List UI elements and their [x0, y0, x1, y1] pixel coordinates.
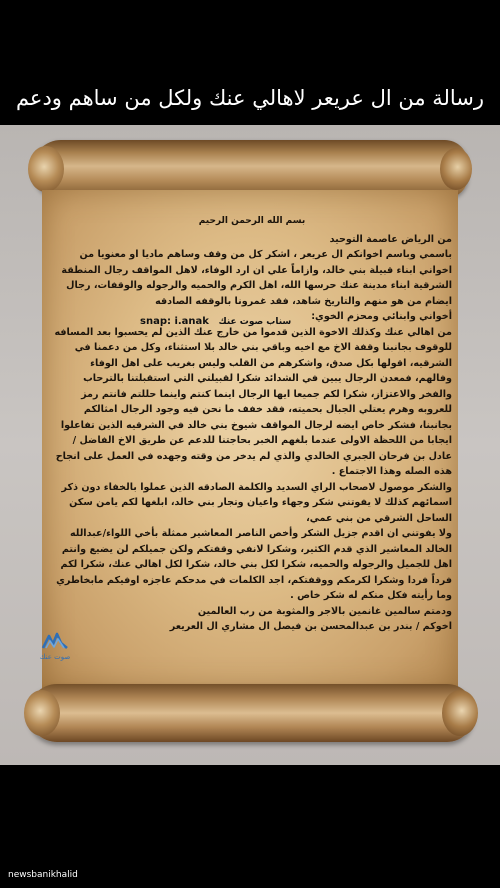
letter-paragraph: باسمي وباسم اخوانكم ال عريعر ، اشكر كل من وقف وساهم ماديا او معنويا من اخواني ابناء قبيلة بني خالد، وازاماً علي ان ارد الوفاء، لاهل المواقف رجال المنطقة الشرقية ابناء مدينة عنك حرسها الله، اهل الكرم والحميه والرجوله والوقفات، رجال ايضام من هو منهم والتاريخ شاهد، فقد غمرونا بالوقفه الصادقه: [61, 249, 452, 307]
basmala: بسم الله الرحمن الرحيم: [198, 216, 306, 226]
letter-paragraph: من الرياض عاصمة التوحيد: [329, 233, 452, 245]
letter-body: [52, 214, 452, 684]
scroll-bottom-roll: [28, 684, 474, 742]
footer-watermark: newsbanikhalid: [8, 870, 78, 880]
letter-paragraph: أخواني وابنائي ومحزم الخوي:: [311, 311, 452, 322]
letter-signature: اخوكم / بندر بن عبدالمحسن بن فيصل ال مشاري ال العريعر: [169, 621, 452, 632]
logo-text: صوت عنك: [40, 653, 70, 661]
letter-paragraph: من اهالي عنك وكذلك الاخوة الذين قدموا من خارج عنك الذين لم يحسبوا بعد المسافه للوقوف بجانبنا وقفة الاخ مع اخيه وباقي بني خالد بلا استثناء، وكل من دعمنا في الشرقيه، اقولها بكل صدق، واشكرهم من القلب وليس بغريب على اهل الوفاء وفالهم، فمعدن الرجال يبين في الشدائد شكرا لقبيلتي التي استقبلتنا بالترحاب والفخر والاعتزاز، شكرا لكم جميعا ايها الرجال اينما كنتم واينما حللتم فانتم رمز للعروبه وهرم يعتلي الجبال بحميته، فقد خفف ما نحن فيه وجود الرجال امثالكم بجانبنا، فشكر خاص ايضه لرجال المواقف شيوخ بني خالد في الشرقيه الذين تفاعلوا ايجابا من اللحظة الاولى عندما بلغهم الخبر بحاجتنا للدعم عن طريق الاخ الفاضل / عادل بن فرحان الجبري الخالدي والذي لم يدخر من وقته وجهده في العمل على انجاح هذه الصله وهذا الاجتماع .: [54, 326, 452, 477]
snap-label: snap: i.anak: [140, 316, 209, 327]
snap-text: سناب صوت عنك: [218, 317, 292, 327]
letter-paragraph: والشكر موصول لاصحاب الراي السديد والكلمة الصادقه الذين عملوا بالخفاء دون ذكر اسمائهم كذلك لا يفوتني شكر وجهاء واعيان وتجار بني خالد، ابلغها لكم يامن سكن الساحل الشرقي من بني عمي،: [61, 481, 452, 524]
letter-paragraph: ولا يفوتني ان اقدم جزيل الشكر وأخص الناصر المعاشير ممثلة بأخي اللواء/عبدالله الخالد المعاشير الذي قدم الكثير، وشكرا لانفي وقفتكم ولكن جميلكم لن يضيع وانتم اهل للجميل والرجوله والحميه، شكرا لكل بني خالد، شكرا لكل اهالي عنك، شكرا لكم فرداً فردا وشكرا لكرمكم ووقفتكم، اجد الكلمات في مدحكم عاجزه اوفيكم مابخاطري وما رأيته فكل منكم له شكر خاص .: [56, 528, 452, 601]
sawt-anak-logo: [40, 628, 70, 668]
letter-paragraph: ودمتم سالمين غانمين بالاجر والمثوبة من رب العالمين: [197, 605, 452, 617]
snapchat-handle: [140, 316, 291, 327]
page-title: رسالة من ال عريعر لاهالي عنك ولكل من ساهم ودعم: [15, 86, 485, 110]
